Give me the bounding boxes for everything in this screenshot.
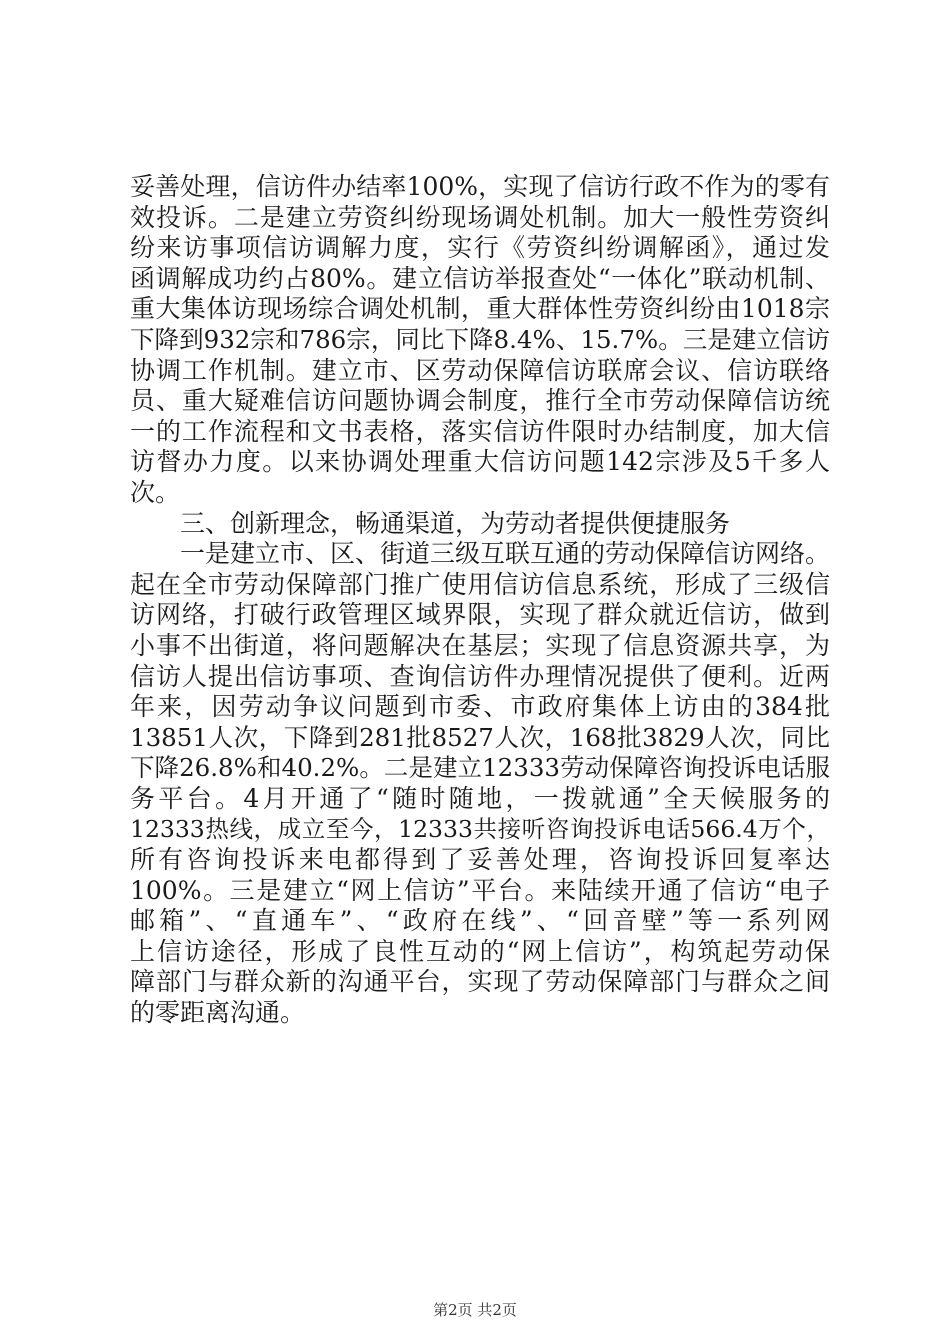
body-line: 访督办力度。以来协调处理重大信访问题142宗涉及5千多人 (130, 447, 830, 477)
body-line: 起在全市劳动保障部门推广使用信访信息系统，形成了三级信 (130, 569, 830, 599)
document-body (130, 172, 830, 1029)
body-line: 妥善处理，信访件办结率100%，实现了信访行政不作为的零有 (130, 172, 830, 201)
body-line: 下降到932宗和786宗，同比下降8.4%、15.7%。三是建立信访 (130, 324, 830, 354)
page-footer (0, 1300, 950, 1320)
body-line: 13851人次，下降到281批8527人次，168批3829人次，同比 (130, 722, 830, 752)
body-line: 年来，因劳动争议问题到市委、市政府集体上访由的384批 (130, 692, 830, 722)
body-line: 上信访途径，形成了良性互动的“网上信访”，构筑起劳动保 (130, 936, 830, 966)
page-number: 第2页 共2页 (433, 1301, 517, 1319)
body-line: 12333热线，成立至今，12333共接听咨询投诉电话566.4万个， (130, 815, 830, 844)
body-line: 一是建立市、区、街道三级互联互通的劳动保障信访网络。 (180, 539, 831, 569)
body-line: 100%。三是建立“网上信访”平台。来陆续开通了信访“电子 (130, 875, 830, 905)
body-line: 次。 (130, 477, 181, 507)
body-line: 邮箱”、“直通车”、“政府在线”、“回音壁”等一系列网 (130, 906, 830, 936)
body-line: 信访人提出信访事项、查询信访件办理情况提供了便利。近两 (130, 661, 830, 691)
body-line: 纷来访事项信访调解力度，实行《劳资纠纷调解函》，通过发 (130, 233, 830, 263)
body-line: 所有咨询投诉来电都得到了妥善处理，咨询投诉回复率达 (130, 845, 830, 875)
body-line: 重大集体访现场综合调处机制，重大群体性劳资纠纷由1018宗 (130, 294, 830, 324)
section-heading: 三、创新理念，畅通渠道，为劳动者提供便捷服务 (180, 508, 731, 538)
body-line: 函调解成功约占80%。建立信访举报查处“一体化”联动机制、 (130, 263, 830, 293)
body-line: 协调工作机制。建立市、区劳动保障信访联席会议、信访联络 (130, 355, 830, 385)
body-line: 下降26.8%和40.2%。二是建立12333劳动保障咨询投诉电话服 (130, 753, 830, 783)
body-line: 小事不出街道，将问题解决在基层；实现了信息资源共享，为 (130, 630, 830, 660)
body-line: 员、重大疑难信访问题协调会制度，推行全市劳动保障信访统 (130, 386, 830, 416)
body-line: 一的工作流程和文书表格，落实信访件限时办结制度，加大信 (130, 416, 830, 446)
body-line: 障部门与群众新的沟通平台，实现了劳动保障部门与群众之间 (130, 967, 830, 997)
body-line: 效投诉。二是建立劳资纠纷现场调处机制。加大一般性劳资纠 (130, 202, 830, 232)
body-line: 访网络，打破行政管理区域界限，实现了群众就近信访，做到 (130, 600, 830, 630)
body-line: 的零距离沟通。 (130, 998, 306, 1028)
body-line: 务平台。4月开通了“随时随地，一拨就通”全天候服务的 (130, 783, 830, 813)
